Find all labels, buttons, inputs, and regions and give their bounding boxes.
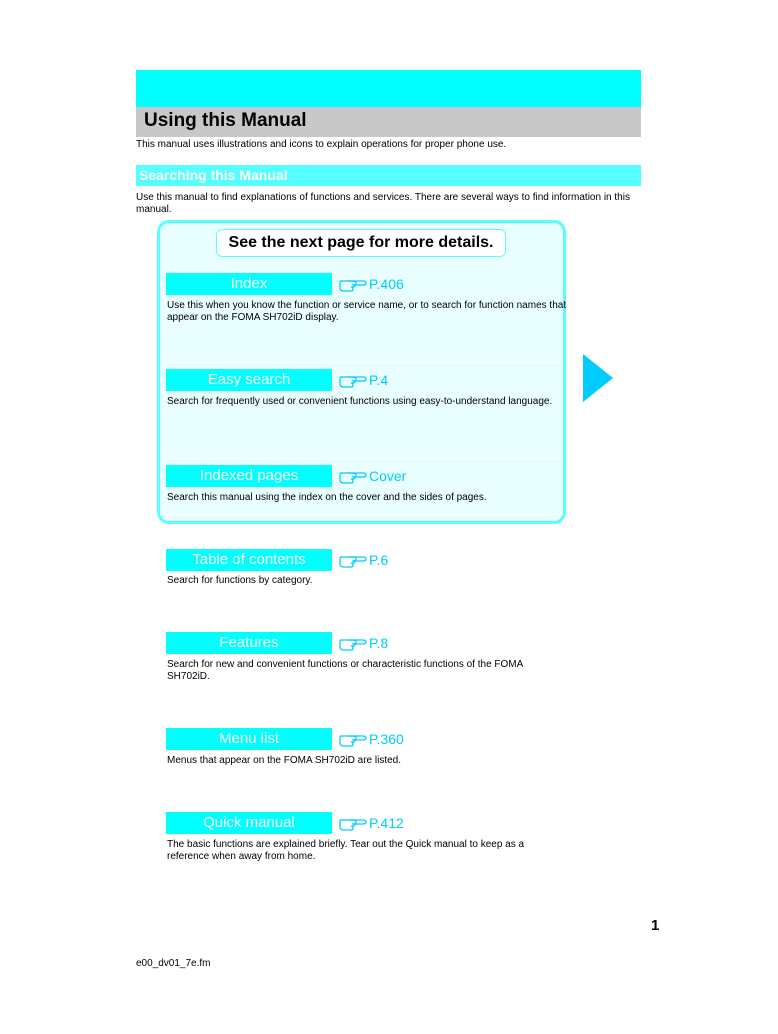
table-of-contents-page-ref: P.6 <box>369 552 389 568</box>
indexed-pages-reference[interactable] <box>339 465 406 487</box>
pointing-hand-icon <box>339 552 367 568</box>
index-label: Index <box>166 273 332 295</box>
easy-search-description: Search for frequently used or convenient functions using easy-to-understand language. <box>167 396 553 407</box>
menu-list-reference[interactable] <box>339 728 404 750</box>
indexed-pages-label: Indexed pages <box>166 465 332 487</box>
page-number: 1 <box>651 917 660 934</box>
table-of-contents-label: Table of contents <box>166 549 332 571</box>
pointing-hand-icon <box>339 731 367 747</box>
easy-search-reference[interactable] <box>339 369 388 391</box>
quick-manual-page-ref: P.412 <box>369 815 404 831</box>
pointing-hand-icon <box>339 468 367 484</box>
pointing-hand-icon <box>339 815 367 831</box>
panel-divider <box>163 458 563 459</box>
features-label: Features <box>166 632 332 654</box>
features-page-ref: P.8 <box>369 635 389 651</box>
section-title: Searching this Manual <box>139 167 288 183</box>
index-reference[interactable] <box>339 273 404 295</box>
indexed-pages-page-ref: Cover <box>369 468 407 484</box>
menu-list-label: Menu list <box>166 728 332 750</box>
table-of-contents-description: Search for functions by category. <box>167 575 313 586</box>
pointing-hand-icon <box>339 635 367 651</box>
panel-divider <box>163 362 563 363</box>
page-title: Using this Manual <box>144 110 307 131</box>
easy-search-page-ref: P.4 <box>369 372 389 388</box>
intro-text: This manual uses illustrations and icons to explain operations for proper phone use. <box>136 139 507 150</box>
pointing-hand-icon <box>339 276 367 292</box>
easy-search-label: Easy search <box>166 369 332 391</box>
table-of-contents-reference[interactable] <box>339 549 388 571</box>
quick-manual-reference[interactable] <box>339 812 404 834</box>
quick-manual-label: Quick manual <box>166 812 332 834</box>
next-page-arrow-icon <box>583 354 613 402</box>
pointing-hand-icon <box>339 372 367 388</box>
menu-list-description: Menus that appear on the FOMA SH702iD are listed. <box>167 755 402 766</box>
next-page-note: See the next page for more details. <box>228 234 494 251</box>
quick-manual-description: The basic functions are explained briefly. Tear out the Quick manual to keep as a reference when away from home. <box>167 839 525 862</box>
panel-divider <box>163 514 563 515</box>
index-page-ref: P.406 <box>369 276 404 292</box>
features-description: Search for new and convenient functions or characteristic functions of the FOMA SH702iD. <box>167 659 523 682</box>
footer-filename: e00_dv01_7e.fm <box>136 958 211 969</box>
menu-list-page-ref: P.360 <box>369 731 404 747</box>
header-accent-band <box>136 70 641 107</box>
features-reference[interactable] <box>339 632 388 654</box>
indexed-pages-description: Search this manual using the index on the cover and the sides of pages. <box>167 492 487 503</box>
index-description: Use this when you know the function or service name, or to search for function names that appear on the FOMA SH702iD display. <box>167 300 567 323</box>
section-description: Use this manual to find explanations of functions and services. There are several ways to find information in this manual. <box>136 192 630 215</box>
